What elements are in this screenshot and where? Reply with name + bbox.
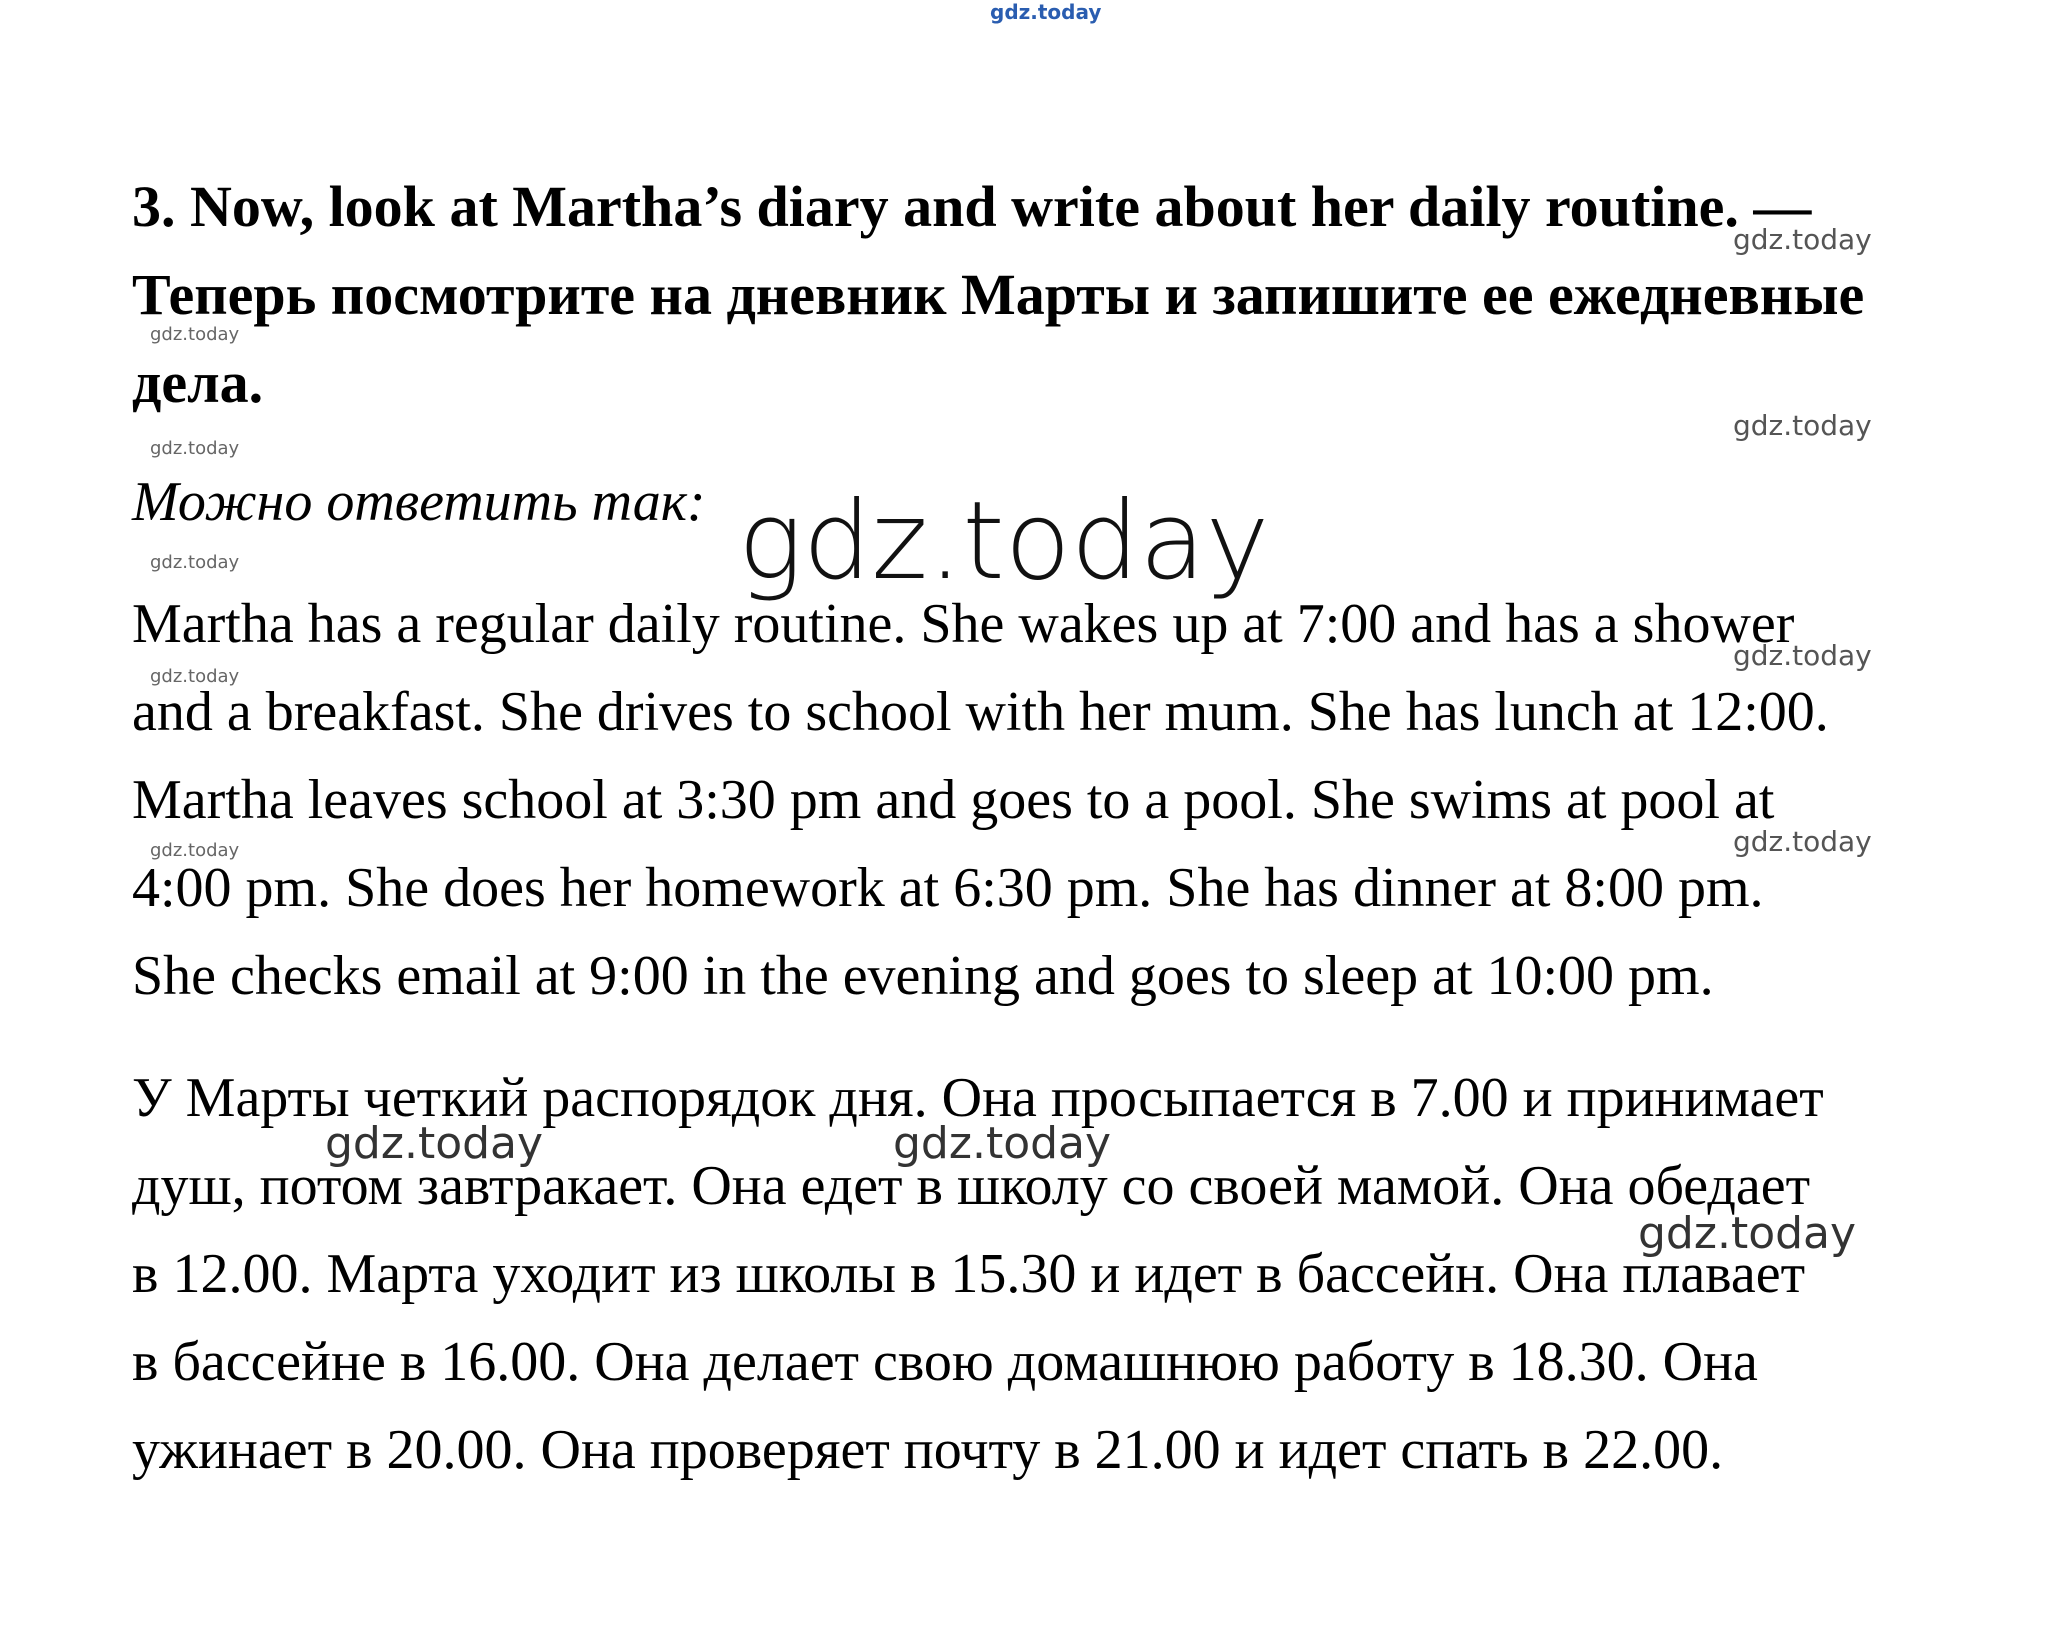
english-line-2: and a breakfast. She drives to school with her mum. She has lunch at 12:00. [132, 681, 1829, 743]
russian-line-5: ужинает в 20.00. Она проверяет почту в 21.00 и идет спать в 22.00. [132, 1419, 1724, 1481]
watermark: gdz.today [893, 1118, 1112, 1169]
russian-line-2: душ, потом завтракает. Она едет в школу со своей мамой. Она обедает [132, 1155, 1811, 1217]
watermark: gdz.today [1733, 409, 1872, 442]
watermark: gdz.today [150, 552, 240, 573]
english-line-3: Martha leaves school at 3:30 pm and goes to a pool. She swims at pool at [132, 769, 1775, 831]
watermark: gdz.today [150, 438, 240, 459]
watermark: gdz.today [150, 666, 240, 687]
watermark: gdz.today [150, 324, 240, 345]
watermark: gdz.today [1733, 223, 1872, 256]
russian-line-1: У Марты четкий распорядок дня. Она просыпается в 7.00 и принимает [132, 1067, 1824, 1129]
russian-line-3: в 12.00. Марта уходит из школы в 15.30 и идет в бассейн. Она плавает [132, 1243, 1806, 1305]
task-heading-line-1: 3. Now, look at Martha’s diary and write about her daily routine. — [132, 174, 1812, 239]
watermark: gdz.today [150, 840, 240, 861]
watermark: gdz.today [325, 1118, 544, 1169]
watermark: gdz.today [1638, 1208, 1857, 1259]
task-heading-line-3: дела. [132, 350, 264, 415]
english-line-5: She checks email at 9:00 in the evening and goes to sleep at 10:00 pm. [132, 945, 1714, 1007]
english-line-4: 4:00 pm. She does her homework at 6:30 pm. She has dinner at 8:00 pm. [132, 857, 1764, 919]
russian-line-4: в бассейне в 16.00. Она делает свою домашнюю работу в 18.30. Она [132, 1331, 1758, 1393]
watermark-top: gdz.today [990, 0, 1102, 24]
watermark-large: gdz.today [738, 479, 1270, 604]
task-heading-line-2: Теперь посмотрите на дневник Марты и запишите ее ежедневные [132, 262, 1865, 327]
english-line-1: Martha has a regular daily routine. She wakes up at 7:00 and has a shower [132, 593, 1795, 655]
watermark: gdz.today [1733, 639, 1872, 672]
answer-intro: Можно ответить так: [132, 471, 706, 533]
watermark: gdz.today [1733, 825, 1872, 858]
